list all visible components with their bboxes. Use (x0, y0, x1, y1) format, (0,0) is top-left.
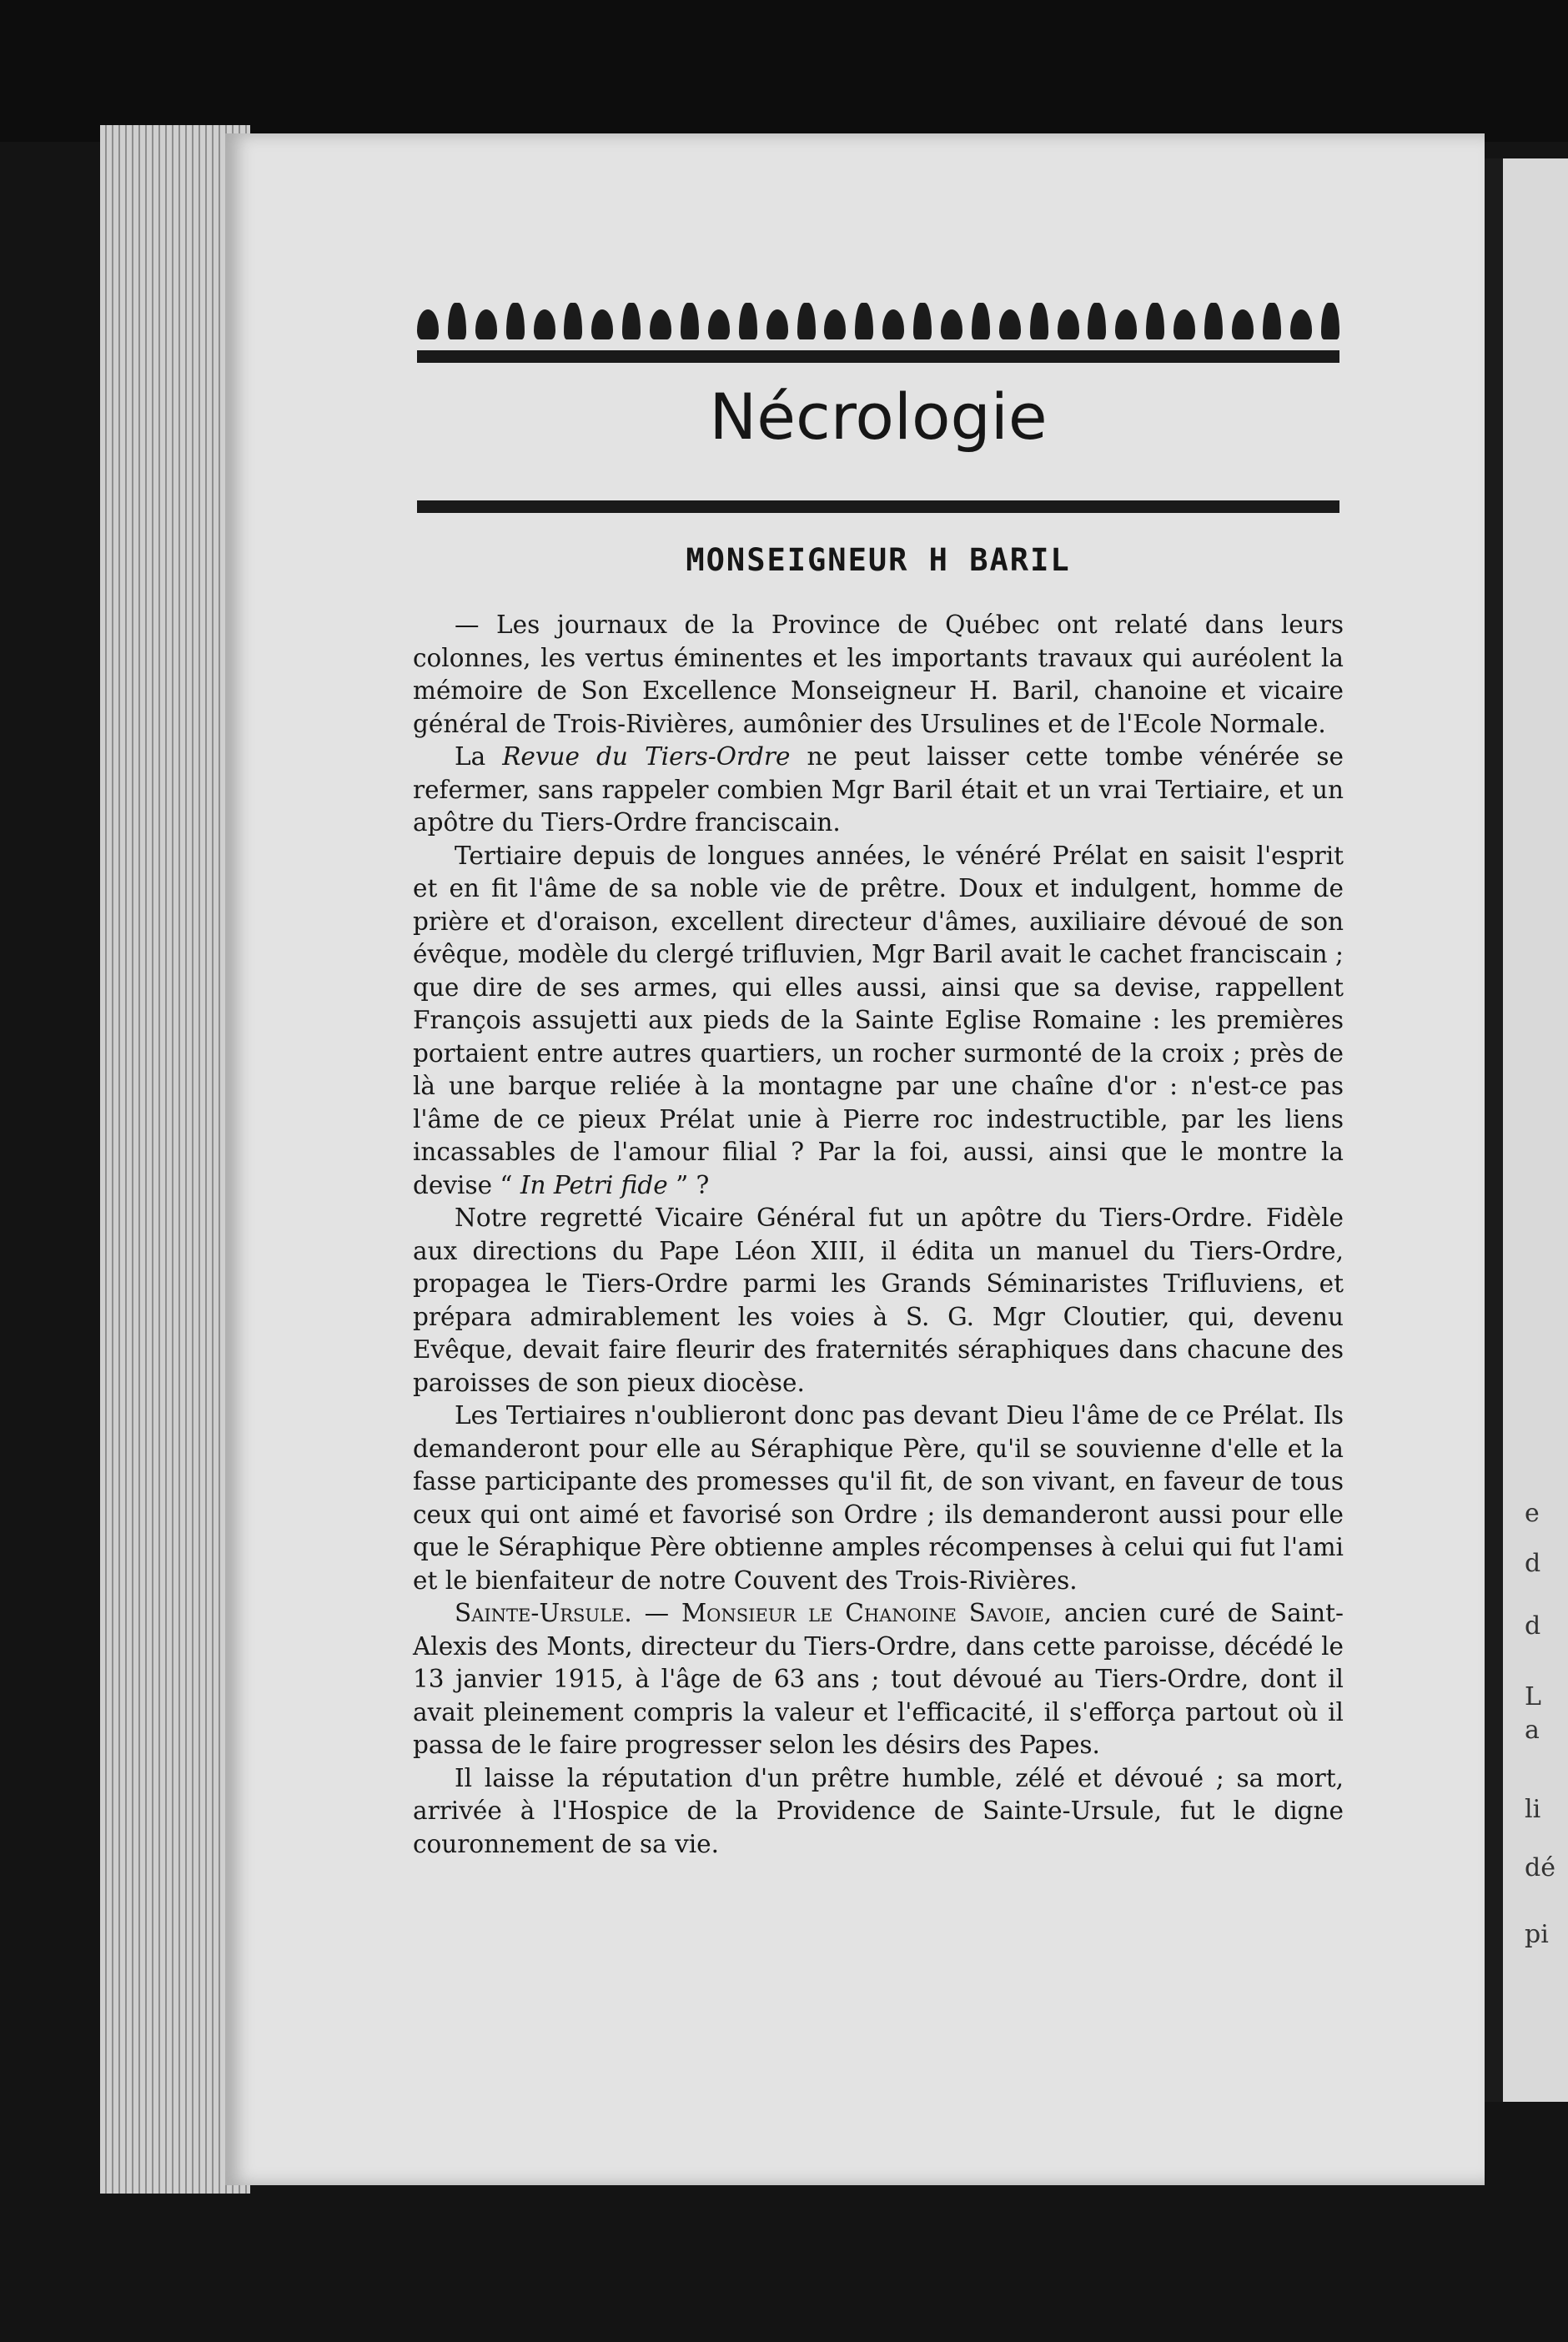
facing-page (1485, 158, 1568, 2102)
paragraph: Il laisse la réputation d'un prêtre humble, zélé et dévoué ; sa mort, arrivée à l'Hospice de la Providence de Sainte-Ursule, fut le digne couronnement de sa vie. (413, 1763, 1344, 1858)
paragraph: Sainte-Ursule. — Monsieur le Chanoine Savoie, ancien curé de Saint-Alexis des Monts, directeur du Tiers-Ordre, dans cette paroisse, décédé le 13 janvier 1915, à l'âge de 63 ans ; tout dévoué au Tiers-Ordre, dont il avait pleinement compris la valeur et l'efficacité, il s'efforça partout où il passa de le faire progresser selon les désirs des Papes. (413, 1599, 1344, 1759)
facing-page-fragment: pi (1525, 1920, 1549, 1949)
italic-title: Revue du Tiers-Ordre (502, 742, 791, 771)
paragraph: Les Tertiaires n'oublieront donc pas devant Dieu l'âme de ce Prélat. Ils demanderont pour elle au Séraphique Père, qu'il se souvienne d'elle et la fasse participante des promesses qu'il fit, de son vivant, en faveur de tous ceux qui ont aimé et favorisé son Ordre ; ils demanderont aussi pour elle que le Séraphique Père obtienne amples récompenses à celui qui fut l'ami et le bienfaiteur de notre Couvent des Trois-Rivières. (413, 1401, 1344, 1595)
facing-page-fragment: e (1525, 1499, 1540, 1528)
place-name: Sainte-Ursule. (455, 1599, 632, 1627)
bottom-rule (417, 500, 1339, 513)
book-spine (1485, 158, 1503, 2102)
book-page (225, 133, 1485, 2185)
facing-page-fragment: li (1525, 1795, 1541, 1824)
page-title: Nécrologie (709, 379, 1048, 454)
scan-background (0, 0, 1568, 142)
person-name: Monsieur le Chanoine Savoie, (681, 1599, 1053, 1627)
italic-motto: In Petri fide (520, 1170, 668, 1199)
facing-page-fragment: d (1525, 1611, 1541, 1641)
facing-page-fragment: a (1525, 1716, 1540, 1745)
paragraph: — Les journaux de la Province de Québec ont relaté dans leurs colonnes, les vertus éminentes et les importants travaux qui auréolent la mémoire de Son Excellence Monseigneur H. Baril, chanoine et vicaire général de Trois-Rivières, aumônier des Ursulines et de l'Ecole Normale. (413, 611, 1344, 738)
facing-page-fragment: dé (1525, 1853, 1555, 1882)
top-rule (417, 350, 1339, 363)
facing-page-fragment: L (1525, 1682, 1541, 1711)
paragraph: Tertiaire depuis de longues années, le vénéré Prélat en saisit l'esprit et en fit l'âme de sa noble vie de prêtre. Doux et indulgent, homme de prière et d'oraison, excellent directeur d'âmes, auxiliaire dévoué de son évêque, modèle du clergé trifluvien, Mgr Baril avait le cachet franciscain ; que dire de ses armes, qui elles aussi, ainsi que sa devise, rappellent François assujetti aux pieds de la Sainte Eglise Romaine : les premières portaient entre autres quartiers, un rocher surmonté de la croix ; près de là une barque reliée à la montagne par une chaîne d'or : n'est-ce pas l'âme de ce pieux Prélat unie à Pierre roc indestructible, par les liens incassables de l'amour filial ? Par la foi, aussi, ainsi que le montre la devise “ In Petri fide ” ? (413, 841, 1344, 1199)
paragraph: Notre regretté Vicaire Général fut un apôtre du Tiers-Ordre. Fidèle aux directions du Pape Léon XIII, il édita un manuel du Tiers-Ordre, propagea le Tiers-Ordre parmi les Grands Séminaristes Trifluviens, et prépara admirablement les voies à S. G. Mgr Cloutier, qui, devenu Evêque, devait faire fleurir des fraternités séraphiques dans chacune des paroisses de son pieux diocèse. (413, 1204, 1344, 1397)
article-heading: MONSEIGNEUR H BARIL (686, 542, 1071, 578)
article-body (413, 609, 1344, 1861)
paragraph: La Revue du Tiers-Ordre ne peut laisser cette tombe vénérée se refermer, sans rappeler combien Mgr Baril était et un vrai Tertiaire, et un apôtre du Tiers-Ordre franciscain. (413, 742, 1344, 837)
ornamental-border (417, 296, 1339, 339)
facing-page-fragment: d (1525, 1549, 1541, 1578)
